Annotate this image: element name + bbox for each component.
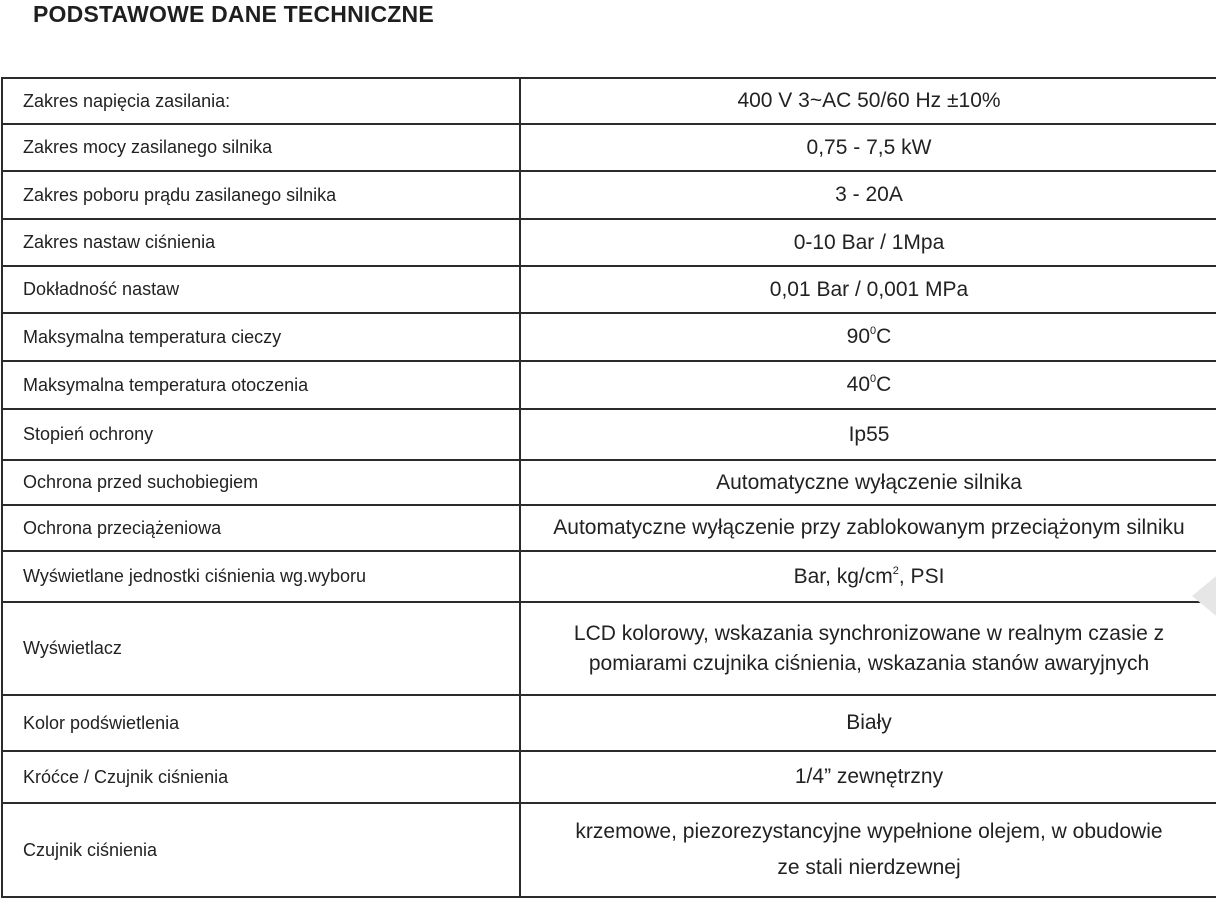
row-value: 0,75 - 7,5 kW: [520, 124, 1216, 171]
table-row: [2, 695, 1216, 751]
degree-mark: 0: [870, 373, 877, 385]
table-row: [2, 803, 1216, 897]
value-unit: C: [876, 373, 892, 396]
table-row: [2, 266, 1216, 313]
row-label: Maksymalna temperatura cieczy: [2, 313, 520, 361]
row-label: Króćce / Czujnik ciśnienia: [2, 751, 520, 803]
value-suffix: , PSI: [898, 564, 945, 588]
table-row: [2, 551, 1216, 602]
row-label: Zakres mocy zasilanego silnika: [2, 124, 520, 171]
table-row: [2, 460, 1216, 505]
table-row: [2, 602, 1216, 695]
row-value: Biały: [520, 695, 1216, 751]
value-line: ze stali nierdzewnej: [777, 856, 961, 879]
page-title: PODSTAWOWE DANE TECHNICZNE: [33, 1, 434, 27]
table-row: [2, 78, 1216, 124]
row-label: Dokładność nastaw: [2, 266, 520, 313]
row-value: 0,01 Bar / 0,001 MPa: [520, 266, 1216, 313]
spec-table: [1, 77, 1216, 898]
table-row: [2, 751, 1216, 803]
row-value: 3 - 20A: [520, 171, 1216, 219]
table-row: [2, 171, 1216, 219]
table-row: [2, 505, 1216, 551]
row-label: Stopień ochrony: [2, 409, 520, 460]
page-corner-decoration: [1192, 568, 1216, 624]
superscript: 2: [892, 564, 899, 577]
row-label: Wyświetlane jednostki ciśnienia wg.wyboru: [2, 551, 520, 602]
table-row: [2, 219, 1216, 266]
row-label: Zakres poboru prądu zasilanego silnika: [2, 171, 520, 219]
row-value: 0-10 Bar / 1Mpa: [520, 219, 1216, 266]
row-label: Ochrona przeciążeniowa: [2, 505, 520, 551]
row-label: Ochrona przed suchobiegiem: [2, 460, 520, 505]
table-row: [2, 361, 1216, 409]
row-value: [520, 602, 1216, 695]
table-row: [2, 313, 1216, 361]
value-unit: C: [876, 325, 892, 348]
row-label: Maksymalna temperatura otoczenia: [2, 361, 520, 409]
value-prefix: Bar, kg/cm: [793, 564, 893, 588]
row-label: Kolor podświetlenia: [2, 695, 520, 751]
row-value: [520, 803, 1216, 897]
value-number: 90: [846, 325, 871, 348]
row-label: Zakres nastaw ciśnienia: [2, 219, 520, 266]
value-line: pomiarami czujnika ciśnienia, wskazania stanów awaryjnych: [588, 651, 1150, 675]
row-value: Automatyczne wyłączenie silnika: [520, 460, 1216, 505]
row-value: 400 V 3~AC 50/60 Hz ±10%: [520, 78, 1216, 124]
table-row: [2, 409, 1216, 460]
degree-mark: 0: [870, 325, 877, 337]
value-number: 40: [846, 373, 871, 396]
row-value: [520, 361, 1216, 409]
row-value: Automatyczne wyłączenie przy zablokowanym przeciążonym silniku: [520, 505, 1216, 551]
table-row: [2, 124, 1216, 171]
row-value: Ip55: [520, 409, 1216, 460]
value-line: LCD kolorowy, wskazania synchronizowane w realnym czasie z: [573, 621, 1165, 645]
row-label: Wyświetlacz: [2, 602, 520, 695]
value-line: krzemowe, piezorezystancyjne wypełnione olejem, w obudowie: [575, 820, 1163, 843]
row-value: [520, 313, 1216, 361]
row-value: [520, 551, 1216, 602]
row-value: 1/4” zewnętrzny: [520, 751, 1216, 803]
row-label: Czujnik ciśnienia: [2, 803, 520, 897]
row-label: Zakres napięcia zasilania:: [2, 78, 520, 124]
